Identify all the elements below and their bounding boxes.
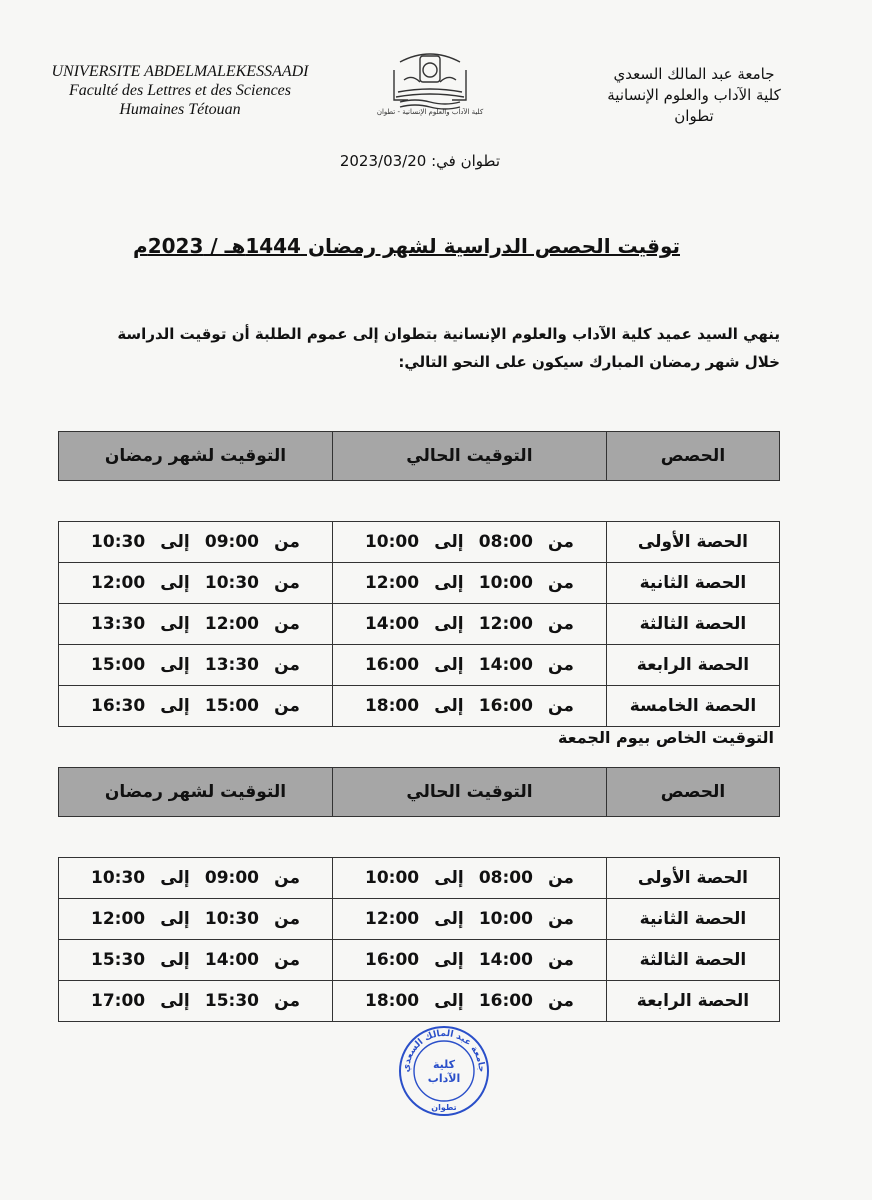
- ramadan-time-cell: [59, 981, 333, 1022]
- to-word: إلى: [160, 909, 190, 929]
- time-range: [71, 696, 320, 716]
- current-time-cell: [332, 563, 606, 604]
- current-time-cell: [332, 686, 606, 727]
- to-word: إلى: [160, 868, 190, 888]
- session-name: الحصة الثانية: [606, 899, 779, 940]
- time-range: [345, 991, 594, 1011]
- session-name: الحصة الأولى: [606, 858, 779, 899]
- header-ramadan-time: التوقيت لشهر رمضان: [59, 432, 333, 481]
- ramadan-time-cell: [59, 899, 333, 940]
- from-time: 14:00: [478, 655, 533, 675]
- from-word: من: [274, 655, 300, 675]
- time-range: [345, 950, 594, 970]
- to-time: 10:30: [91, 532, 146, 552]
- fr-line-university: UNIVERSITE ABDELMALEKESSAADI: [51, 63, 309, 80]
- current-time-cell: [332, 522, 606, 563]
- to-word: إلى: [160, 696, 190, 716]
- to-word: إلى: [434, 950, 464, 970]
- logo-caption: كلية الآداب والعلوم الإنسانية - تطوان: [376, 108, 484, 116]
- session-name: الحصة الأولى: [606, 522, 779, 563]
- to-word: إلى: [434, 655, 464, 675]
- date-value: 2023/03/20: [339, 152, 427, 170]
- to-time: 13:30: [91, 614, 146, 634]
- stamp-center-line-2: الآداب: [427, 1072, 461, 1085]
- from-time: 08:00: [478, 532, 533, 552]
- session-name: الحصة الثالثة: [606, 940, 779, 981]
- faculty-stamp: [397, 1024, 491, 1118]
- from-time: 10:00: [478, 909, 533, 929]
- time-range: [345, 868, 594, 888]
- from-word: من: [274, 991, 300, 1011]
- from-time: 10:00: [478, 573, 533, 593]
- from-word: من: [548, 991, 574, 1011]
- from-word: من: [548, 950, 574, 970]
- from-word: من: [548, 614, 574, 634]
- ramadan-time-cell: [59, 940, 333, 981]
- session-name: الحصة الخامسة: [606, 686, 779, 727]
- table-row: [59, 686, 780, 727]
- to-time: 10:00: [365, 868, 420, 888]
- french-letterhead: [30, 62, 330, 119]
- document-title: توقيت الحصص الدراسية لشهر رمضان 1444هـ / 2023م: [133, 234, 680, 258]
- intro-paragraph: ينهي السيد عميد كلية الآداب والعلوم الإنسانية بتطوان إلى عموم الطلبة أن توقيت الدراسة خلال شهر رمضان المبارك سيكون على النحو التالي:: [117, 325, 780, 371]
- to-word: إلى: [160, 532, 190, 552]
- time-range: [71, 655, 320, 675]
- to-word: إلى: [160, 991, 190, 1011]
- arabic-letterhead: [574, 64, 814, 127]
- ramadan-time-cell: [59, 563, 333, 604]
- table-row: [59, 858, 780, 899]
- from-time: 16:00: [478, 696, 533, 716]
- to-word: إلى: [434, 696, 464, 716]
- from-time: 15:30: [204, 991, 259, 1011]
- to-time: 16:00: [365, 950, 420, 970]
- from-word: من: [274, 950, 300, 970]
- current-time-cell: [332, 981, 606, 1022]
- from-time: 09:00: [204, 532, 259, 552]
- to-time: 18:00: [365, 991, 420, 1011]
- to-word: إلى: [160, 655, 190, 675]
- from-word: من: [274, 909, 300, 929]
- to-time: 12:00: [91, 573, 146, 593]
- to-time: 10:30: [91, 868, 146, 888]
- table-header-row: [59, 432, 780, 481]
- time-range: [71, 950, 320, 970]
- time-range: [71, 532, 320, 552]
- table-header-row: [59, 768, 780, 817]
- current-time-cell: [332, 858, 606, 899]
- to-word: إلى: [434, 614, 464, 634]
- table-row: [59, 604, 780, 645]
- time-range: [71, 868, 320, 888]
- from-word: من: [274, 614, 300, 634]
- time-range: [345, 614, 594, 634]
- header-current-time: التوقيت الحالي: [332, 432, 606, 481]
- from-time: 10:30: [204, 909, 259, 929]
- to-time: 16:00: [364, 655, 420, 675]
- to-word: إلى: [160, 950, 190, 970]
- stamp-ring-text: جامعة عبد المالك السعدي: [401, 1028, 487, 1073]
- ar-line-city: تطوان: [674, 107, 714, 125]
- from-time: 12:00: [204, 614, 259, 634]
- from-word: من: [274, 532, 300, 552]
- from-time: 15:00: [204, 696, 259, 716]
- from-word: من: [548, 909, 574, 929]
- current-time-cell: [332, 940, 606, 981]
- table-row: [59, 940, 780, 981]
- to-word: إلى: [434, 909, 464, 929]
- issue-date: [330, 152, 500, 170]
- from-word: من: [548, 655, 574, 675]
- from-time: 13:30: [204, 655, 259, 675]
- from-word: من: [274, 696, 300, 716]
- from-time: 16:00: [478, 991, 533, 1011]
- session-name: الحصة الرابعة: [606, 981, 779, 1022]
- from-word: من: [274, 573, 300, 593]
- time-range: [71, 991, 320, 1011]
- table-row: [59, 981, 780, 1022]
- time-range: [71, 573, 320, 593]
- header-sessions: الحصص: [606, 768, 779, 817]
- ramadan-time-cell: [59, 686, 333, 727]
- header-current-time: التوقيت الحالي: [332, 768, 606, 817]
- to-time: 12:00: [91, 909, 146, 929]
- time-range: [71, 614, 320, 634]
- time-range: [345, 573, 594, 593]
- table-row: [59, 522, 780, 563]
- to-word: إلى: [434, 532, 464, 552]
- table-row: [59, 563, 780, 604]
- to-time: 16:30: [91, 696, 146, 716]
- to-word: إلى: [434, 991, 464, 1011]
- stamp-center-line-1: كلية: [432, 1058, 456, 1071]
- to-time: 15:30: [91, 950, 146, 970]
- fr-line-faculty: Faculté des Lettres et des Sciences: [69, 82, 291, 99]
- time-range: [345, 532, 594, 552]
- date-label: تطوان في:: [431, 152, 500, 170]
- ramadan-schedule-table: [58, 431, 780, 727]
- header-sessions: الحصص: [606, 432, 779, 481]
- to-word: إلى: [160, 614, 190, 634]
- from-word: من: [548, 532, 574, 552]
- session-name: الحصة الثانية: [606, 563, 779, 604]
- to-time: 10:00: [364, 532, 420, 552]
- from-word: من: [274, 868, 300, 888]
- from-time: 14:00: [478, 950, 533, 970]
- from-word: من: [548, 868, 574, 888]
- to-word: إلى: [160, 573, 190, 593]
- to-time: 17:00: [91, 991, 146, 1011]
- stamp-bottom-text: تطوان: [431, 1103, 457, 1112]
- from-word: من: [548, 573, 574, 593]
- ramadan-time-cell: [59, 604, 333, 645]
- time-range: [345, 909, 594, 929]
- from-time: 12:00: [478, 614, 533, 634]
- ar-line-faculty: كلية الآداب والعلوم الإنسانية: [607, 86, 781, 104]
- session-name: الحصة الرابعة: [606, 645, 779, 686]
- from-word: من: [548, 696, 574, 716]
- from-time: 08:00: [478, 868, 533, 888]
- current-time-cell: [332, 899, 606, 940]
- to-time: 12:00: [365, 909, 420, 929]
- to-word: إلى: [434, 573, 464, 593]
- friday-schedule-table: [58, 767, 780, 1022]
- time-range: [71, 909, 320, 929]
- ramadan-time-cell: [59, 645, 333, 686]
- from-time: 10:30: [204, 573, 259, 593]
- session-name: الحصة الثالثة: [606, 604, 779, 645]
- friday-heading: التوقيت الخاص بيوم الجمعة: [557, 728, 774, 747]
- to-time: 15:00: [91, 655, 146, 675]
- ramadan-time-cell: [59, 522, 333, 563]
- current-time-cell: [332, 604, 606, 645]
- ramadan-time-cell: [59, 858, 333, 899]
- to-time: 12:00: [364, 573, 420, 593]
- to-word: إلى: [434, 868, 464, 888]
- fr-line-city: Humaines Tétouan: [119, 101, 241, 118]
- from-time: 14:00: [204, 950, 259, 970]
- header-ramadan-time: التوقيت لشهر رمضان: [59, 768, 333, 817]
- current-time-cell: [332, 645, 606, 686]
- from-time: 09:00: [204, 868, 259, 888]
- table-row: [59, 899, 780, 940]
- to-time: 18:00: [364, 696, 420, 716]
- ar-line-university: جامعة عبد المالك السعدي: [613, 65, 775, 83]
- table-row: [59, 645, 780, 686]
- time-range: [345, 696, 594, 716]
- to-time: 14:00: [364, 614, 420, 634]
- time-range: [345, 655, 594, 675]
